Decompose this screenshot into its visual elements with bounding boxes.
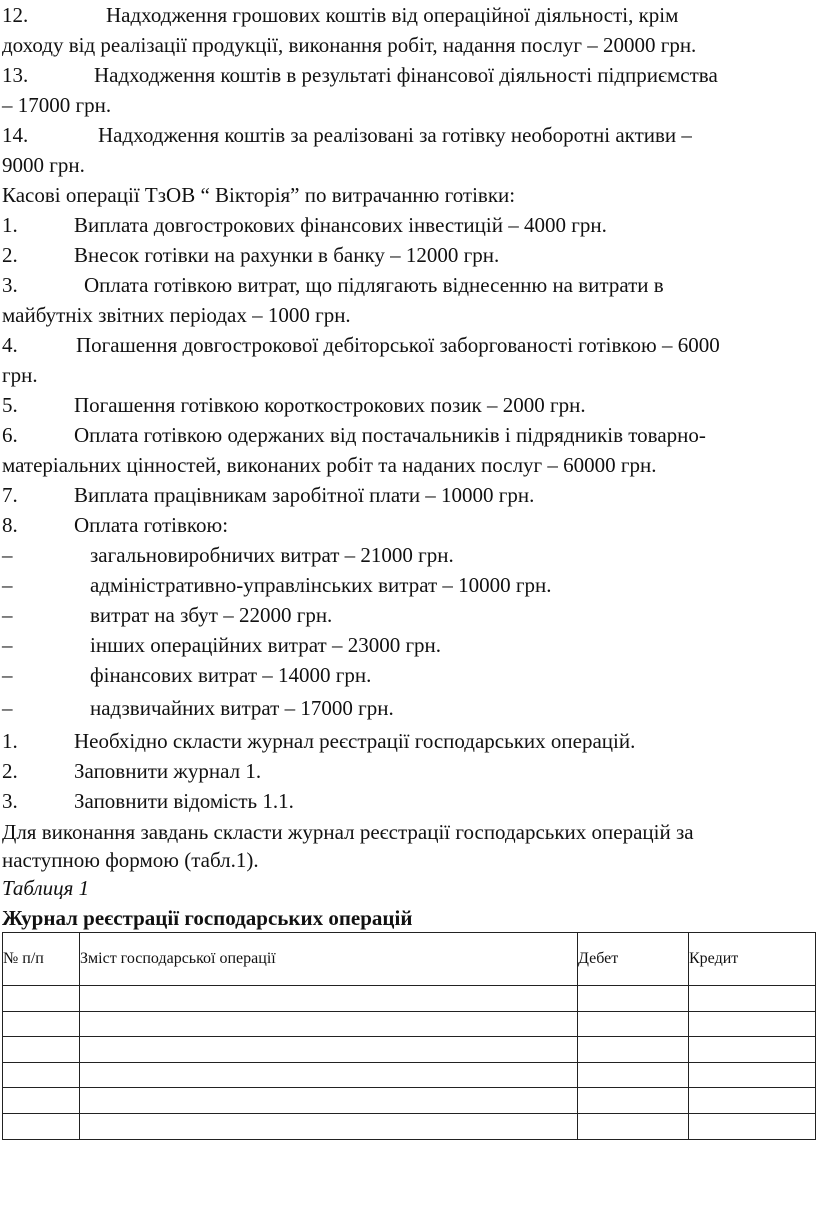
task-number: 1. bbox=[2, 729, 18, 753]
table-row bbox=[3, 1088, 816, 1114]
table-row bbox=[3, 1062, 816, 1088]
table-cell[interactable] bbox=[80, 1088, 578, 1114]
sub-item-text: фінансових витрат – 14000 грн. bbox=[90, 663, 372, 687]
table-cell[interactable] bbox=[80, 1037, 578, 1063]
spending-item-number: 8. bbox=[2, 513, 18, 537]
spending-item-number: 5. bbox=[2, 393, 18, 417]
spending-item-number: 4. bbox=[2, 333, 18, 357]
spending-item-text-cont: майбутніх звітних періодах – 1000 грн. bbox=[2, 303, 351, 327]
table-cell[interactable] bbox=[80, 986, 578, 1012]
item-12-line-1: Надходження грошових коштів від операційної діяльності, крім bbox=[106, 3, 679, 27]
item-13-number: 13. bbox=[2, 63, 29, 87]
table-cell[interactable] bbox=[3, 1011, 80, 1037]
spending-item-text: Виплата працівникам заробітної плати – 10000 грн. bbox=[74, 483, 535, 507]
item-14-line-2: 9000 грн. bbox=[2, 153, 85, 177]
header-cell-number: № п/п bbox=[3, 933, 80, 986]
spending-item-text: Оплата готівкою одержаних від постачальників і підрядників товарно- bbox=[74, 423, 706, 447]
header-cell-debit: Дебет bbox=[578, 933, 689, 986]
item-12-number: 12. bbox=[2, 3, 29, 27]
table-cell[interactable] bbox=[3, 986, 80, 1012]
table-cell[interactable] bbox=[578, 1113, 689, 1139]
table-cell[interactable] bbox=[3, 1113, 80, 1139]
item-13-line-2: – 17000 грн. bbox=[2, 93, 112, 117]
item-12-line-2: доходу від реалізації продукції, виконання робіт, надання послуг – 20000 грн. bbox=[2, 33, 697, 57]
spending-item-text-cont: матеріальних цінностей, виконаних робіт та наданих послуг – 60000 грн. bbox=[2, 453, 657, 477]
task-text: Необхідно скласти журнал реєстрації господарських операцій. bbox=[74, 729, 636, 753]
journal-table bbox=[2, 932, 816, 1140]
sub-item-dash: – bbox=[2, 633, 13, 657]
instruction-line-1: Для виконання завдань скласти журнал реєстрації господарських операцій за bbox=[2, 820, 694, 844]
task-text: Заповнити журнал 1. bbox=[74, 759, 262, 783]
table-cell[interactable] bbox=[689, 1062, 816, 1088]
table-header-row bbox=[3, 933, 816, 986]
spending-item-text: Виплата довгострокових фінансових інвестицій – 4000 грн. bbox=[74, 213, 607, 237]
spending-item-number: 6. bbox=[2, 423, 18, 447]
table-cell[interactable] bbox=[689, 1037, 816, 1063]
header-cell-content: Зміст господарської операції bbox=[80, 933, 578, 986]
table-cell[interactable] bbox=[578, 986, 689, 1012]
table-cell[interactable] bbox=[3, 1037, 80, 1063]
spending-item-text: Погашення готівкою короткострокових позик – 2000 грн. bbox=[74, 393, 586, 417]
table-row bbox=[3, 986, 816, 1012]
sub-item-text: адміністративно-управлінських витрат – 10000 грн. bbox=[90, 573, 552, 597]
task-text: Заповнити відомість 1.1. bbox=[74, 789, 294, 813]
table-cell[interactable] bbox=[689, 986, 816, 1012]
sub-item-dash: – bbox=[2, 543, 13, 567]
sub-item-dash: – bbox=[2, 696, 13, 720]
table-row bbox=[3, 1037, 816, 1063]
spending-item-number: 1. bbox=[2, 213, 18, 237]
spending-item-number: 2. bbox=[2, 243, 18, 267]
table-cell[interactable] bbox=[578, 1037, 689, 1063]
spending-item-text: Погашення довгострокової дебіторської заборгованості готівкою – 6000 bbox=[76, 333, 720, 357]
spending-item-number: 7. bbox=[2, 483, 18, 507]
sub-item-dash: – bbox=[2, 603, 13, 627]
table-cell[interactable] bbox=[80, 1011, 578, 1037]
table-row bbox=[3, 1011, 816, 1037]
table-cell[interactable] bbox=[689, 1011, 816, 1037]
sub-item-dash: – bbox=[2, 663, 13, 687]
sub-item-text: загальновиробничих витрат – 21000 грн. bbox=[90, 543, 454, 567]
table-cell[interactable] bbox=[689, 1113, 816, 1139]
sub-item-text: інших операційних витрат – 23000 грн. bbox=[90, 633, 442, 657]
table-cell[interactable] bbox=[689, 1088, 816, 1114]
task-number: 3. bbox=[2, 789, 18, 813]
instruction-line-2: наступною формою (табл.1). bbox=[2, 848, 259, 872]
sub-item-text: витрат на збут – 22000 грн. bbox=[90, 603, 333, 627]
table-cell[interactable] bbox=[578, 1011, 689, 1037]
table-cell[interactable] bbox=[578, 1062, 689, 1088]
table-caption: Таблиця 1 bbox=[2, 876, 90, 900]
sub-item-dash: – bbox=[2, 573, 13, 597]
header-cell-credit: Кредит bbox=[689, 933, 816, 986]
table-cell[interactable] bbox=[80, 1062, 578, 1088]
spending-item-text: Внесок готівки на рахунки в банку – 12000 грн. bbox=[74, 243, 500, 267]
item-14-number: 14. bbox=[2, 123, 29, 147]
spending-item-text: Оплата готівкою витрат, що підлягають віднесенню на витрати в bbox=[84, 273, 664, 297]
spending-item-text-cont: грн. bbox=[2, 363, 38, 387]
task-number: 2. bbox=[2, 759, 18, 783]
spending-item-text: Оплата готівкою: bbox=[74, 513, 229, 537]
table-title: Журнал реєстрації господарських операцій bbox=[2, 906, 413, 930]
sub-item-text: надзвичайних витрат – 17000 грн. bbox=[90, 696, 394, 720]
table-cell[interactable] bbox=[80, 1113, 578, 1139]
table-cell[interactable] bbox=[578, 1088, 689, 1114]
table-cell[interactable] bbox=[3, 1088, 80, 1114]
spending-item-number: 3. bbox=[2, 273, 18, 297]
item-13-line-1: Надходження коштів в результаті фінансової діяльності підприємства bbox=[94, 63, 718, 87]
item-14-line-1: Надходження коштів за реалізовані за готівку необоротні активи – bbox=[98, 123, 692, 147]
table-cell[interactable] bbox=[3, 1062, 80, 1088]
table-row bbox=[3, 1113, 816, 1139]
cash-operations-heading: Касові операції ТзОВ “ Вікторія” по витрачанню готівки: bbox=[2, 183, 516, 207]
